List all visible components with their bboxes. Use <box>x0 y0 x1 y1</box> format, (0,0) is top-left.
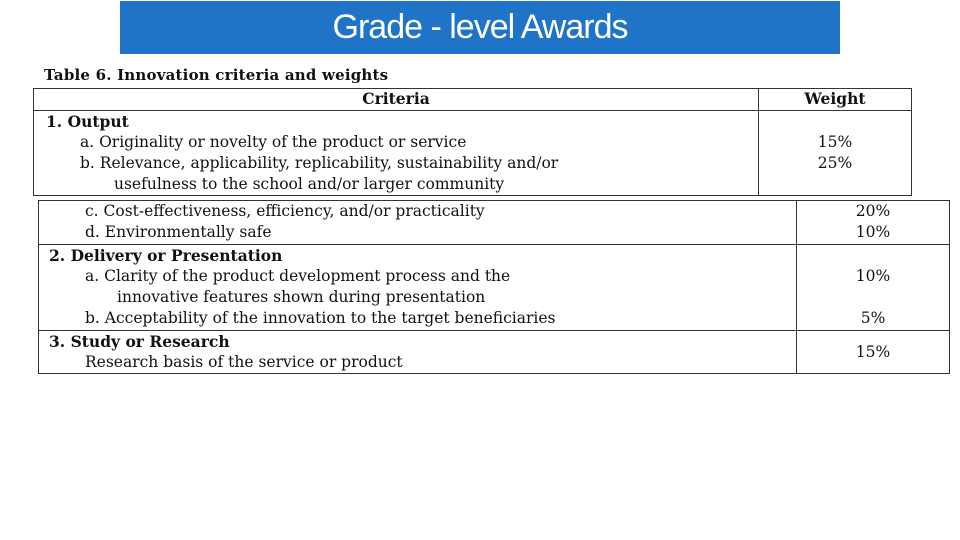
criteria-cell <box>39 331 797 374</box>
slide-title: Grade - level Awards <box>332 8 628 46</box>
criteria-item: a. Clarity of the product development process and the <box>85 267 511 285</box>
criteria-item: innovative features shown during presentation <box>117 288 486 306</box>
criteria-table-part-1 <box>33 88 912 196</box>
weight-value: 10% <box>855 223 891 241</box>
table-row <box>34 111 912 196</box>
title-banner <box>120 1 840 54</box>
criteria-item: b. Relevance, applicability, replicability, sustainability and/or <box>80 154 559 172</box>
weight-header: Weight <box>759 89 912 111</box>
weight-value: 25% <box>817 154 853 172</box>
weight-value: 5% <box>860 309 886 327</box>
section-heading: 3. Study or Research <box>49 332 230 351</box>
criteria-item: Research basis of the service or product <box>85 353 403 371</box>
criteria-item: a. Originality or novelty of the product or service <box>80 133 467 151</box>
weight-value: 10% <box>855 267 891 285</box>
section-heading: 2. Delivery or Presentation <box>49 246 283 265</box>
table-row <box>39 245 950 331</box>
weight-value: 20% <box>855 202 891 220</box>
table-caption: Table 6. Innovation criteria and weights <box>44 66 389 84</box>
criteria-cell <box>39 201 797 245</box>
criteria-cell <box>39 245 797 331</box>
weight-cell <box>797 331 950 374</box>
criteria-item: d. Environmentally safe <box>85 223 272 241</box>
weight-cell <box>797 245 950 331</box>
weight-cell <box>759 111 912 196</box>
weight-value: 15% <box>817 133 853 151</box>
weight-cell <box>797 201 950 245</box>
criteria-header: Criteria <box>34 89 759 111</box>
criteria-item: usefulness to the school and/or larger community <box>114 175 505 193</box>
criteria-cell <box>34 111 759 196</box>
criteria-table-part-2 <box>38 200 950 374</box>
criteria-item: b. Acceptability of the innovation to the target beneficiaries <box>85 309 556 327</box>
section-heading: 1. Output <box>46 112 129 131</box>
table-row <box>39 201 950 245</box>
weight-value: 15% <box>855 342 891 361</box>
criteria-item: c. Cost-effectiveness, efficiency, and/or practicality <box>85 202 485 220</box>
table-row <box>39 331 950 374</box>
